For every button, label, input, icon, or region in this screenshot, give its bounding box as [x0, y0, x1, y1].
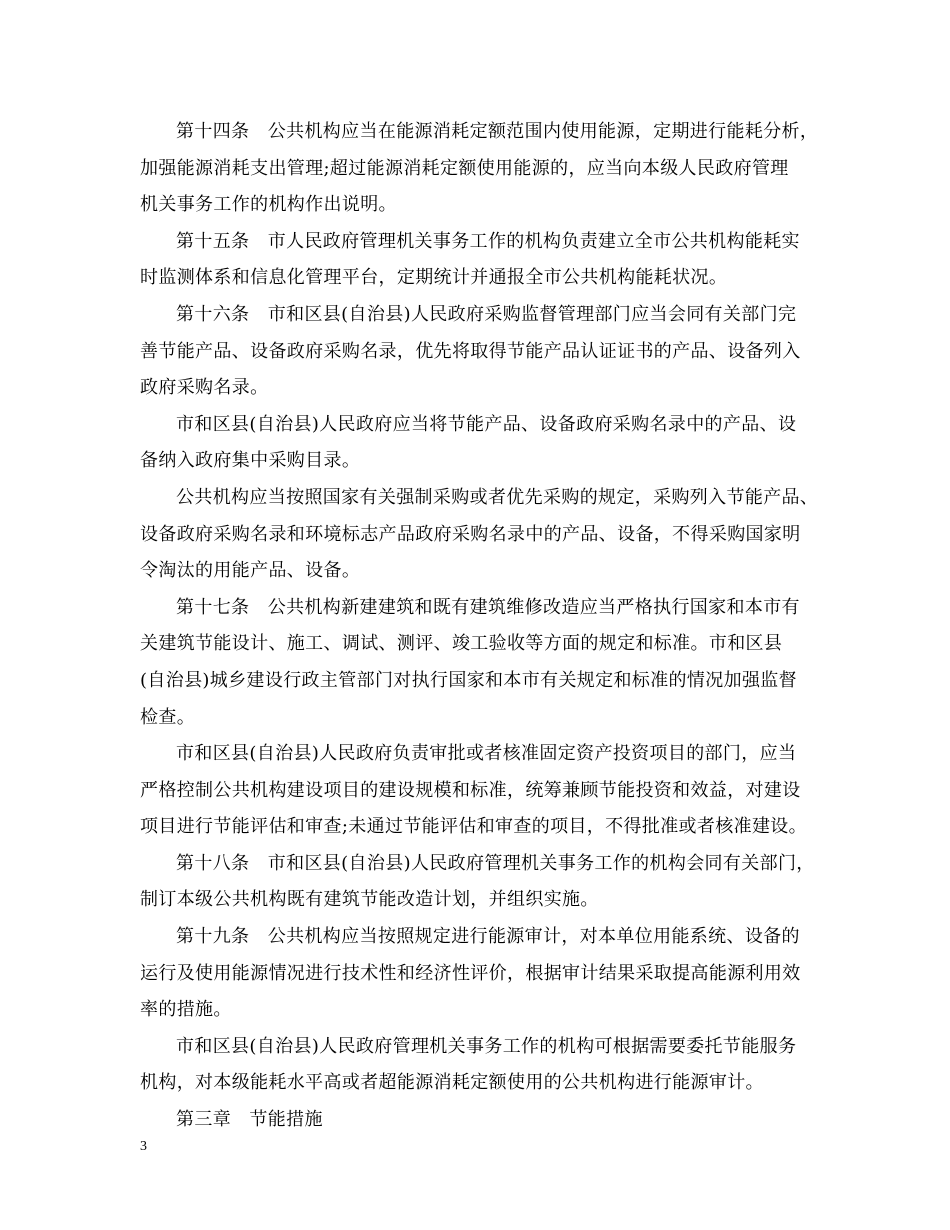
text-line: 设备政府采购名录和环境标志产品政府采购名录中的产品、设备，不得采购国家明 [140, 523, 801, 545]
text-line: 第十九条 公共机构应当按照规定进行能源审计，对本单位用能系统、设备的 [176, 926, 800, 948]
article-16-paragraph-2 [140, 407, 830, 480]
text-line: 时监测体系和信息化管理平台，定期统计并通报全市公共机构能耗状况。 [140, 267, 728, 289]
text-line: 市和区县(自治县)人民政府应当将节能产品、设备政府采购名录中的产品、设 [176, 413, 797, 435]
article-16 [140, 297, 830, 407]
article-19 [140, 919, 830, 1029]
text-line: 率的措施。 [140, 999, 232, 1021]
text-line: 第十四条 公共机构应当在能源消耗定额范围内使用能源，定期进行能耗分析， [176, 121, 819, 142]
page-number: 3 [140, 1139, 147, 1154]
document-body [140, 114, 830, 1139]
text-line: 令淘汰的用能产品、设备。 [140, 560, 361, 582]
chapter-heading: 第三章 节能措施 [176, 1109, 323, 1131]
text-line: 市和区县(自治县)人民政府负责审批或者核准固定资产投资项目的部门，应当 [176, 743, 797, 765]
text-line: 市和区县(自治县)人民政府管理机关事务工作的机构可根据需要委托节能服务 [176, 1035, 797, 1057]
text-line: 政府采购名录。 [140, 377, 269, 399]
text-line: 善节能产品、设备政府采购名录，优先将取得节能产品认证证书的产品、设备列入 [140, 340, 801, 362]
article-17-paragraph-2 [140, 736, 830, 846]
article-18 [140, 846, 830, 919]
text-line: 第十八条 市和区县(自治县)人民政府管理机关事务工作的机构会同有关部门， [176, 852, 815, 874]
article-14 [140, 114, 830, 224]
text-line: 第十五条 市人民政府管理机关事务工作的机构负责建立全市公共机构能耗实 [176, 230, 800, 252]
text-line: 机构，对本级能耗水平高或者超能源消耗定额使用的公共机构进行能源审计。 [140, 1072, 764, 1094]
text-line: (自治县)城乡建设行政主管部门对执行国家和本市有关规定和标准的情况加强监督 [140, 669, 797, 691]
article-17 [140, 590, 830, 736]
text-line: 机关事务工作的机构作出说明。 [140, 194, 397, 216]
text-line: 公共机构应当按照国家有关强制采购或者优先采购的规定，采购列入节能产品、 [176, 486, 819, 508]
text-line: 第十六条 市和区县(自治县)人民政府采购监督管理部门应当会同有关部门完 [176, 303, 797, 325]
article-16-paragraph-3 [140, 480, 830, 590]
article-19-paragraph-2 [140, 1029, 830, 1102]
article-15 [140, 224, 830, 297]
text-line: 运行及使用能源情况进行技术性和经济性评价，根据审计结果采取提高能源利用效 [140, 962, 801, 984]
text-line: 严格控制公共机构建设项目的建设规模和标准，统筹兼顾节能投资和效益，对建设 [140, 779, 801, 801]
text-line: 制订本级公共机构既有建筑节能改造计划，并组织实施。 [140, 889, 599, 911]
text-line: 检查。 [140, 706, 196, 728]
text-line: 项目进行节能评估和审查;未通过节能评估和审查的项目，不得批准或者核准建设。 [140, 816, 808, 838]
text-line: 备纳入政府集中采购目录。 [140, 450, 361, 472]
text-line: 关建筑节能设计、施工、调试、测评、竣工验收等方面的规定和标准。市和区县 [140, 633, 783, 655]
text-line: 加强能源消耗支出管理;超过能源消耗定额使用能源的，应当向本级人民政府管理 [140, 157, 789, 179]
text-line: 第十七条 公共机构新建建筑和既有建筑维修改造应当严格执行国家和本市有 [176, 596, 800, 618]
